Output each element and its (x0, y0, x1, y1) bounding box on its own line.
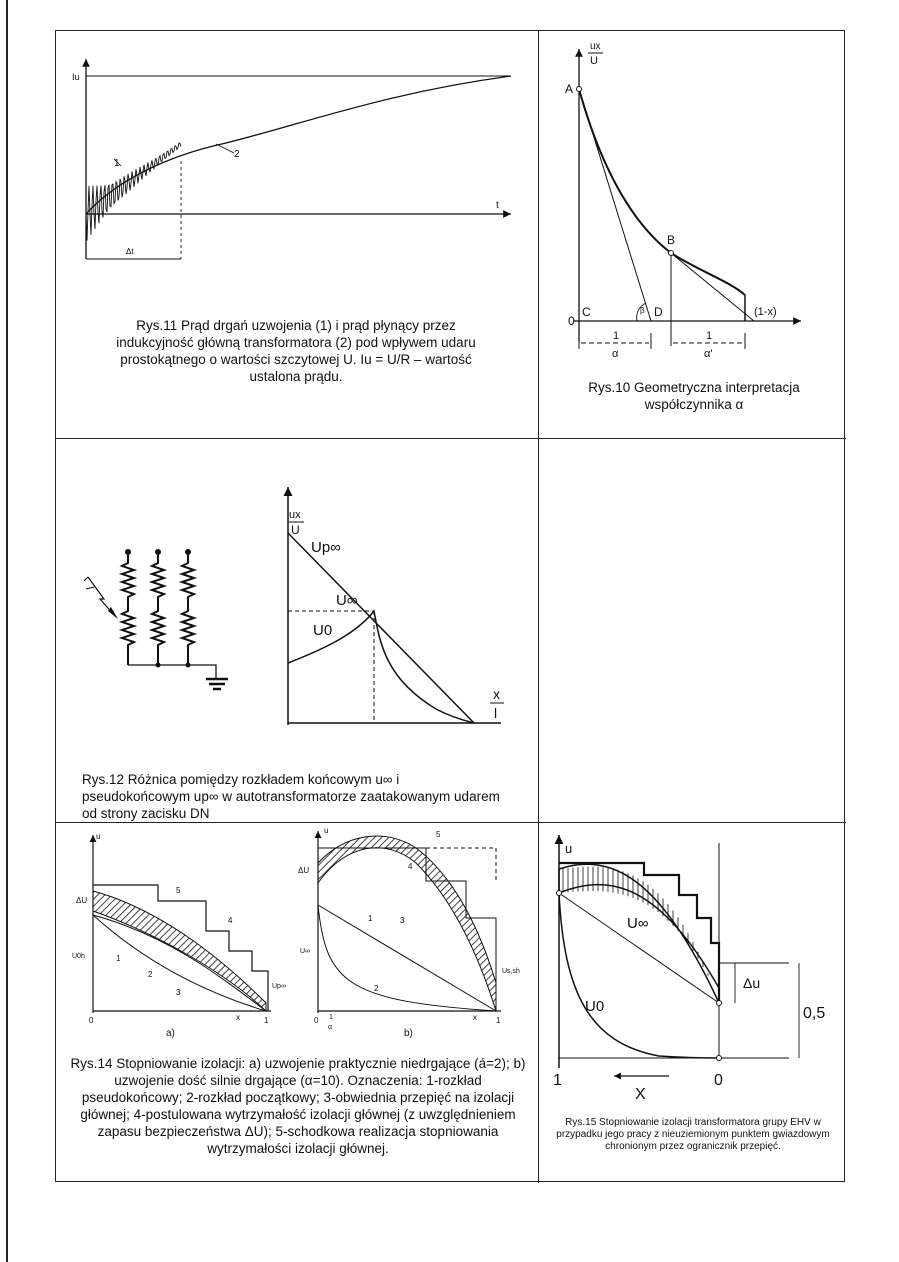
u0-label: U0 (585, 998, 605, 1015)
neutral-bus (128, 665, 216, 679)
zero-label: 0 (314, 1016, 319, 1025)
label-up-inf: Up∞ (311, 539, 341, 556)
du-label: Δu (743, 975, 761, 991)
leader-2 (216, 144, 234, 153)
u-label: u (96, 832, 101, 841)
label-4: 4 (228, 916, 233, 925)
x-label: x (236, 1013, 240, 1022)
uinf-label: U∞ (627, 915, 649, 932)
label-3: 3 (176, 988, 181, 997)
label-D: D (654, 305, 663, 319)
panel-a (72, 832, 286, 1039)
b-label: b) (404, 1028, 413, 1039)
winding-coil-1 (122, 549, 134, 665)
label-5: 5 (436, 830, 441, 839)
y-label-num: ux (289, 509, 301, 521)
zero-label: 0 (714, 1072, 723, 1089)
y-label-den: U (291, 523, 300, 537)
frac2-num: 1 (706, 330, 713, 342)
a-label: a) (166, 1028, 175, 1039)
figure-15-plot (539, 823, 846, 1113)
label-1: 1 (368, 914, 373, 923)
curve-1-oscillation (86, 143, 181, 241)
label-B: B (667, 233, 676, 247)
node (717, 1001, 722, 1006)
u0h-label: U0h (72, 953, 85, 960)
figure-14-plot (56, 823, 539, 1043)
y-label-num: ux (590, 41, 601, 52)
zero-label: 0 (89, 1016, 94, 1025)
label-A: A (565, 82, 574, 96)
u-label: u (565, 841, 573, 856)
figure-10-caption: Rys.10 Geometryczna interpretacja współczynnika α (588, 380, 800, 412)
label-u-inf: U∞ (336, 592, 358, 609)
band-hatched (318, 836, 496, 1011)
figure-grid (55, 30, 845, 1182)
label-2: 2 (148, 970, 153, 979)
frac-den: α (328, 1024, 333, 1031)
label-origin: 0 (568, 314, 575, 328)
label-4: 4 (408, 862, 413, 871)
tangent-A (579, 89, 651, 321)
lightning-surge-icon (84, 577, 118, 619)
upinf-label: Up∞ (272, 983, 286, 990)
frac1-num: 1 (613, 330, 620, 342)
y-label: Iu (72, 72, 80, 82)
one-label: 1 (496, 1016, 501, 1025)
tangent-B (671, 253, 754, 321)
half-label: 0,5 (803, 1005, 826, 1022)
label-beta: β (640, 306, 645, 315)
label-one-minus-x: (1-x) (754, 306, 777, 318)
label-2: 2 (234, 149, 240, 160)
label-C: C (582, 305, 591, 319)
line-uinf (559, 893, 719, 1003)
label-3: 3 (400, 916, 405, 925)
curve (579, 89, 745, 295)
du-label: ΔU (76, 896, 88, 905)
figure-11-cell (56, 31, 539, 439)
x-label-num: x (493, 686, 500, 702)
one-label: 1 (553, 1072, 562, 1089)
figure-12-cell (56, 439, 539, 823)
ush-label: Us,sh (502, 968, 520, 975)
figure-12-plot (56, 439, 539, 823)
figure-15-caption: Rys.15 Stopniowanie izolacji transformatora grupy EHV w przypadku jego pracy z nieuziemionym punktem gwiazdowym chronionym przez ogranicznik przepięć. (556, 1117, 830, 1152)
y-label-den: U (590, 55, 598, 67)
figure-14-cell (56, 823, 539, 1183)
figure-14-caption: Rys.14 Stopniowanie izolacji: a) uzwojenie praktycznie niedrgające (á=2); b) uzwojenie dość silnie drgające (α=10). Oznaczenia: 1-rozkład pseudokońcowy; 2-rozkład początkowy; 3-obwiednia przepięć na izolacji głównej; 4-postulowana wytrzymałość izolacji głównej (z uwzględnieniem zapasu bezpieczeństwa ΔU); 5-schodkowa realizacja stopniowania wytrzymałości izolacji głównej. (70, 1056, 526, 1156)
node (717, 1056, 722, 1061)
winding-coil-3 (182, 549, 194, 665)
dt-label: Δt (126, 247, 134, 256)
du-label: ΔU (298, 866, 310, 875)
node (557, 891, 562, 896)
figure-12-caption: Rys.12 Różnica pomiędzy rozkładem końcowym u∞ i pseudokońcowym up∞ w autotransformatorze zaatakowanym udarem od strony zacisku DN (82, 772, 500, 821)
curve-2 (86, 76, 511, 214)
ground-icon (206, 679, 228, 689)
point-B (669, 251, 674, 256)
figure-10-plot (539, 31, 846, 439)
label-1: 1 (114, 158, 120, 169)
frac2-den: α' (704, 348, 713, 360)
figure-10-cell (539, 31, 846, 439)
label-5: 5 (176, 886, 181, 895)
frac-num: 1 (329, 1014, 333, 1021)
panel-b (298, 826, 520, 1039)
page-margin-line (6, 0, 8, 1262)
label-1: 1 (116, 954, 121, 963)
figure-11-caption: Rys.11 Prąd drgań uzwojenia (1) i prąd płynący przez indukcyjność główną transformatora (2) pod wpływem udaru prostokątnego o wartości szczytowej U. Iu = U/R – wartość ustalona prądu. (116, 318, 476, 384)
x-label: t (496, 200, 499, 211)
bus-node (156, 663, 161, 668)
label-2: 2 (374, 984, 379, 993)
empty-cell (539, 439, 846, 823)
point-A (577, 87, 582, 92)
winding-coil-2 (152, 549, 164, 665)
label-u0: U0 (313, 622, 333, 639)
x-label-den: l (494, 705, 498, 721)
bus-node (186, 663, 191, 668)
frac1-den: α (612, 348, 619, 360)
x-label: x (473, 1013, 477, 1022)
uinf-label: U∞ (300, 948, 311, 955)
x-label: X (635, 1086, 646, 1103)
one-label: 1 (264, 1016, 269, 1025)
u-label: u (324, 826, 329, 835)
figure-15-cell (539, 823, 846, 1183)
